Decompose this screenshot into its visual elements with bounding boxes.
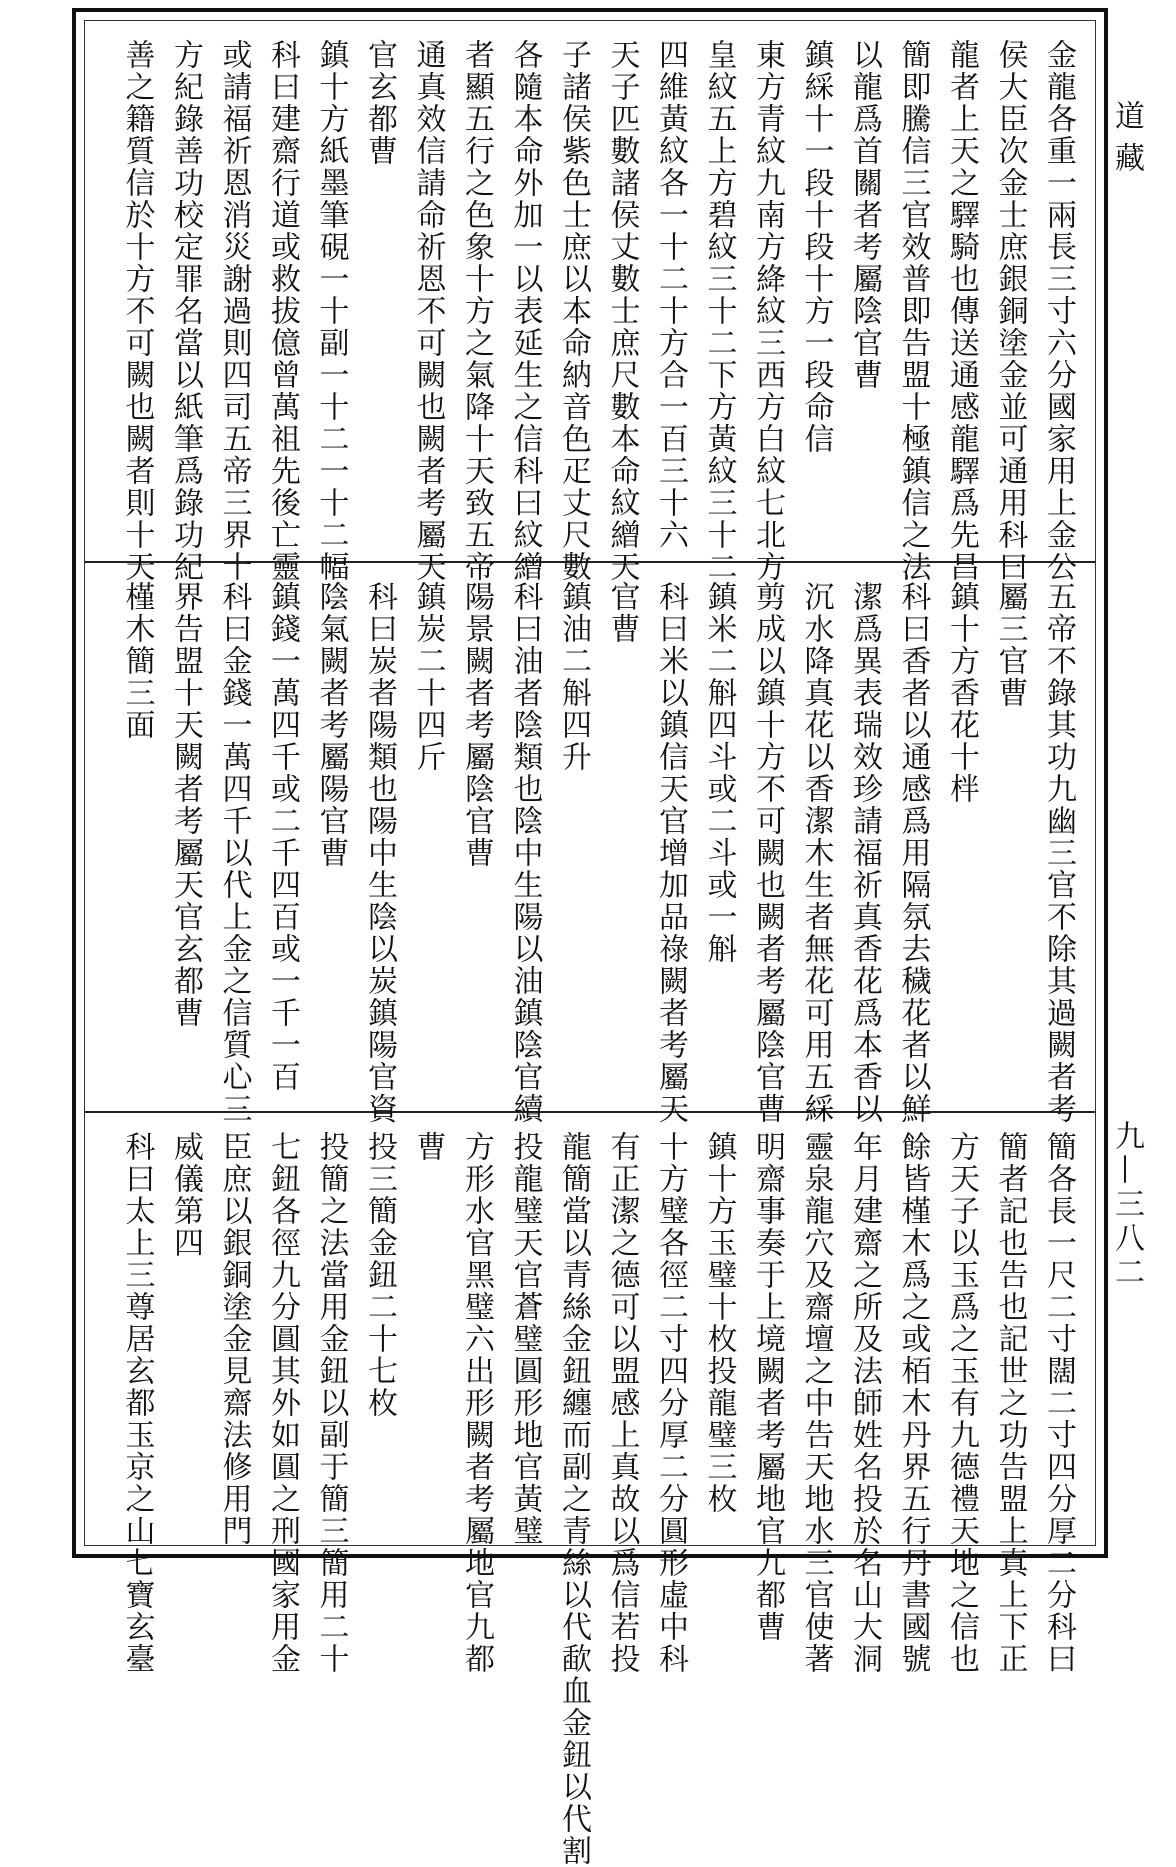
text-column: 年月建齋之所及法師姓名投於名山大洞: [847, 1131, 882, 1675]
text-column: 科曰金錢一萬四千以代上金之信質心三: [216, 581, 252, 1125]
text-column: 剪成以鎮十方不可闕也闕者考屬陰官曹: [750, 581, 785, 1125]
text-column: 陰氣闕者考屬陽官曹: [313, 581, 349, 869]
text-column: 簡即騰信三官效普即告盟十極鎮信之法: [895, 39, 931, 583]
collection-title: 道藏: [1109, 100, 1144, 184]
text-column: 威儀第四: [168, 1131, 203, 1259]
text-column: 科曰香者以通感爲用隔氛去穢花者以鮮: [895, 581, 931, 1125]
text-column: 方天子以玉爲之玉有九德禮天地之信也: [944, 1131, 979, 1675]
text-panel-middle: [85, 563, 1095, 1125]
text-column: 鎮十方玉璧十枚投龍璧三枚: [701, 1131, 737, 1515]
text-column: 各隨本命外加一以表延生之信科曰紋繒: [507, 39, 543, 583]
text-column: 鎮錢一萬四千或二千四百或一千一百: [265, 581, 300, 1093]
text-column: 陽景闕者考屬陰官曹: [459, 581, 494, 869]
text-column: 天子匹數諸侯丈數士庶尺數本命紋繒天: [604, 39, 640, 583]
text-column: 官曹: [604, 581, 640, 645]
text-column: 科曰油者陰類也陰中生陽以油鎮陰官續: [507, 581, 543, 1125]
page-frame: [72, 8, 1108, 1867]
text-column: 臣庶以銀銅塗金見齋法修用門: [216, 1131, 252, 1547]
text-column: 鎮炭二十四斤: [410, 581, 446, 773]
text-column: 侯大臣次金士庶銀銅塗金並可通用科曰: [992, 39, 1028, 583]
text-panel-top: [85, 21, 1095, 583]
text-area: [84, 20, 1096, 1867]
text-column: 金龍各重一兩長三寸六分國家用上金公: [1041, 39, 1076, 583]
text-column: 科曰炭者陽類也陽中生陰以炭鎮陽官資: [362, 581, 397, 1125]
text-column: 潔爲異表瑞效珍請福祈真香花爲本香以: [847, 581, 882, 1125]
text-column: 槿木簡三面: [119, 581, 155, 741]
text-column: 者顯五行之色象十方之氣降十天致五帝: [459, 39, 494, 583]
text-column: 屬三官曹: [992, 581, 1028, 709]
text-column: 或請福祈恩消災謝過則四司五帝三界十: [216, 39, 252, 583]
text-column: 龍簡當以青絲金鈕纏而副之青絲以代歃血金鈕以代割: [556, 1131, 591, 1867]
text-column: 東方青紋九南方絳紋三西方白紋七北方: [750, 39, 785, 583]
text-column: 鎮米二斛四斗或二斗或一斛: [701, 581, 737, 965]
text-column: 鎮十方紙墨筆硯一十副一十二一十二幅: [313, 39, 349, 583]
text-column: 鎮十方香花十柈: [944, 581, 979, 805]
text-column: 有正潔之德可以盟感上真故以爲信若投: [604, 1131, 640, 1675]
text-column: 科曰太上三尊居玄都玉京之山七寶玄臺: [119, 1131, 155, 1675]
text-column: 曹: [410, 1131, 446, 1163]
text-column: 鎮綵十一段十段十方一段命信: [798, 39, 834, 455]
text-column: 通真效信請命祈恩不可闕也闕者考屬天: [410, 39, 446, 583]
text-column: 皇紋五上方碧紋三十二下方黃紋三十二: [701, 39, 737, 583]
text-column: 鎮油二斛四升: [556, 581, 591, 773]
text-column: 以龍爲首關者考屬陰官曹: [847, 39, 882, 391]
text-column: 龍者上天之驛騎也傳送通感龍驛爲先昌: [944, 39, 979, 583]
text-column: 子諸侯紫色士庶以本命納音色疋丈尺數: [556, 39, 591, 583]
text-column: 四維黃紋各一十二十方合一百三十六: [653, 39, 688, 551]
text-column: 官玄都曹: [362, 39, 397, 167]
text-column: 方紀錄善功校定罪名當以紙筆爲錄功紀: [168, 39, 203, 583]
text-column: 方形水官黑璧六出形闕者考屬地官九都: [459, 1131, 494, 1675]
text-column: 靈泉龍穴及齋壇之中告天地水三官使著: [798, 1131, 834, 1675]
text-column: 科曰米以鎮信天官增加品祿闕者考屬天: [653, 581, 688, 1125]
text-column: 科曰建齋行道或救拔億曾萬祖先後亡靈: [265, 39, 300, 583]
page-number: 九—三八二: [1109, 1120, 1144, 1290]
text-column: 沉水降真花以香潔木生者無花可用五綵: [798, 581, 834, 1125]
text-column: 餘皆槿木爲之或栢木丹界五行丹書國號: [895, 1131, 931, 1675]
text-column: 投簡之法當用金鈕以副于簡三簡用二十: [313, 1131, 349, 1675]
text-column: 簡各長一尺二寸闊二寸四分厚二分科曰: [1041, 1131, 1076, 1675]
text-column: 界告盟十天闕者考屬天官玄都曹: [168, 581, 203, 1029]
text-column: 十方璧各徑二寸四分厚二分圓形虛中科: [653, 1131, 688, 1675]
text-column: 七鈕各徑九分圓其外如圓之刑國家用金: [265, 1131, 300, 1675]
text-column: 投三簡金鈕二十七枚: [362, 1131, 397, 1419]
text-column: 投龍璧天官蒼璧圓形地官黃璧: [507, 1131, 543, 1547]
text-panel-bottom: [85, 1113, 1095, 1867]
text-column: 簡者記也告也記世之功告盟上真上下正: [992, 1131, 1028, 1675]
text-column: 五帝不錄其功九幽三官不除其過闕者考: [1041, 581, 1076, 1125]
text-column: 明齋事奏于上境闕者考屬地官九都曹: [750, 1131, 785, 1643]
text-column: 善之籍質信於十方不可闕也闕者則十天: [119, 39, 155, 583]
